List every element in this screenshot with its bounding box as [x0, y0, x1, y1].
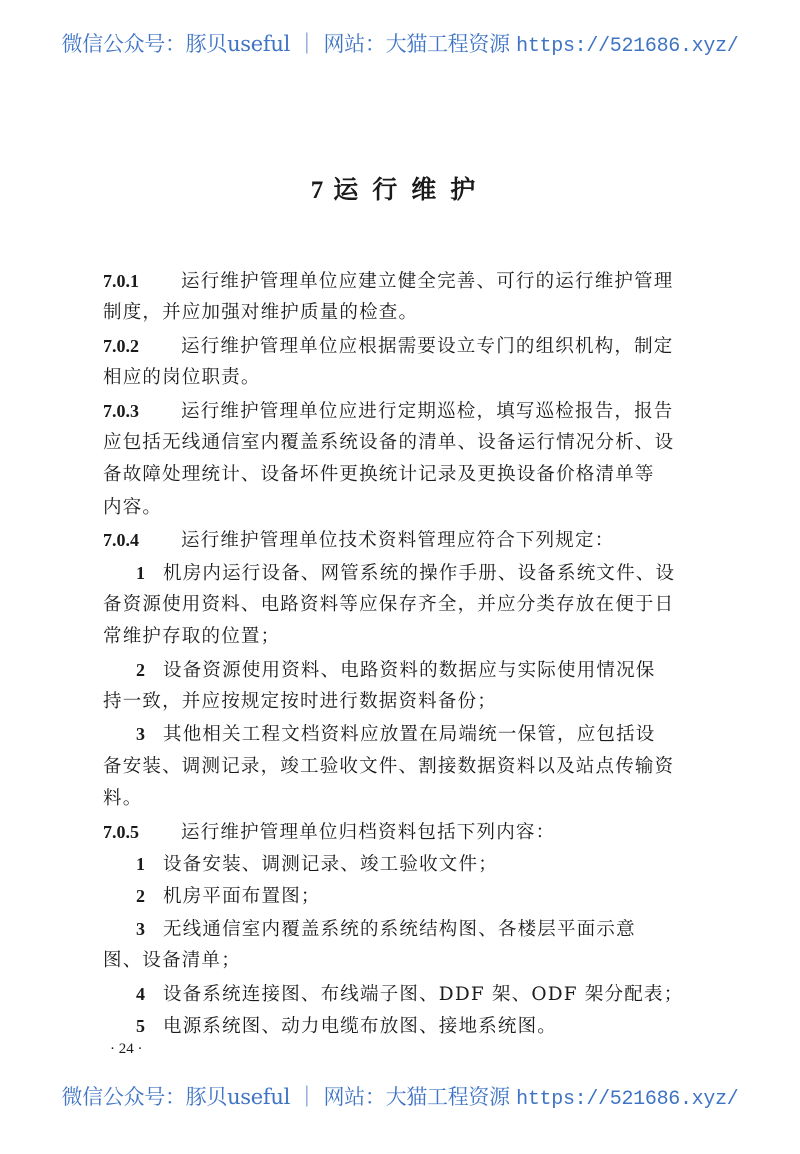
watermark-url: https://521686.xyz/ [516, 35, 739, 58]
continuation-line [103, 362, 703, 394]
continuation-line [103, 427, 703, 459]
item-number: 4 [136, 983, 145, 1004]
page-number: · 24 · [110, 1041, 143, 1057]
line-text: 无线通信室内覆盖系统的系统结构图、各楼层平面示意 [163, 918, 636, 940]
clause-number: 7.0.3 [103, 400, 139, 421]
chapter-title-text: 运行维护 [333, 175, 490, 204]
clause-number: 7.0.4 [103, 530, 139, 551]
line-text: 其他相关工程文档资料应放置在局端统一保管，应包括设 [163, 724, 656, 746]
continuation-line [103, 492, 703, 524]
line-text: 设备资源使用资料、电路资料的数据应与实际使用情况保 [163, 659, 656, 681]
list-item-line [103, 880, 703, 912]
line-text: 运行维护管理单位技术资料管理应符合下列规定： [181, 530, 615, 552]
line-text: 运行维护管理单位应根据需要设立专门的组织机构，制定 [181, 335, 674, 357]
line-text: 图、设备清单； [103, 950, 241, 972]
line-text: 料。 [103, 788, 143, 810]
line-text: 电源系统图、动力电缆布放图、接地系统图。 [163, 1015, 558, 1037]
line-text: 机房平面布置图； [163, 886, 321, 908]
item-number: 1 [136, 854, 145, 875]
line-text: 制度，并应加强对维护质量的检查。 [103, 302, 419, 324]
list-item-line [103, 913, 703, 945]
watermark-footer [0, 1081, 800, 1111]
clause-line [103, 265, 703, 297]
continuation-line [103, 783, 703, 815]
watermark-text: 微信公众号：豚贝useful ｜ 网站：大猫工程资源 [61, 32, 517, 56]
line-text: 应包括无线通信室内覆盖系统设备的清单、设备运行情况分析、设 [103, 431, 675, 453]
watermark-url: https://521686.xyz/ [516, 1088, 739, 1111]
item-number: 3 [136, 724, 145, 745]
line-text: 备故障处理统计、设备坏件更换统计记录及更换设备价格清单等 [103, 464, 655, 486]
item-number: 2 [136, 659, 145, 680]
clause-line [103, 816, 703, 848]
continuation-line [103, 589, 703, 621]
line-text: 内容。 [103, 496, 163, 518]
continuation-line [103, 686, 703, 718]
continuation-line [103, 297, 703, 329]
clause-line [103, 524, 703, 556]
line-text: 设备系统连接图、布线端子图、DDF 架、ODF 架分配表； [163, 983, 684, 1005]
list-item-line [103, 654, 703, 686]
document-body [103, 265, 703, 1042]
line-text: 备资源使用资料、电路资料等应保存齐全，并应分类存放在便于日 [103, 593, 675, 615]
clause-line [103, 330, 703, 362]
list-item-line [103, 978, 703, 1010]
line-text: 运行维护管理单位应建立健全完善、可行的运行维护管理 [181, 271, 674, 292]
clause-number: 7.0.5 [103, 821, 139, 842]
list-item-line [103, 718, 703, 750]
item-number: 2 [136, 886, 145, 907]
list-item-line [103, 848, 703, 880]
clause-line [103, 395, 703, 427]
line-text: 设备安装、调测记录、竣工验收文件； [163, 854, 498, 876]
line-text: 常维护存取的位置； [103, 626, 281, 648]
line-text: 相应的岗位职责。 [103, 367, 261, 389]
line-text: 运行维护管理单位归档资料包括下列内容： [181, 821, 556, 843]
continuation-line [103, 621, 703, 653]
line-text: 机房内运行设备、网管系统的操作手册、设备系统文件、设 [163, 562, 676, 584]
clause-number: 7.0.2 [103, 335, 139, 356]
line-text: 运行维护管理单位应进行定期巡检，填写巡检报告，报告 [181, 400, 674, 422]
watermark-header [0, 28, 800, 58]
list-item-line [103, 557, 703, 589]
continuation-line [103, 459, 703, 491]
continuation-line [103, 945, 703, 977]
item-number: 1 [136, 562, 145, 583]
line-text: 备安装、调测记录，竣工验收文件、割接数据资料以及站点传输资 [103, 755, 675, 777]
item-number: 3 [136, 918, 145, 939]
chapter-title [0, 170, 800, 206]
list-item-line [103, 1010, 703, 1042]
item-number: 5 [136, 1015, 145, 1036]
continuation-line [103, 751, 703, 783]
clause-number: 7.0.1 [103, 271, 139, 291]
watermark-text: 微信公众号：豚贝useful ｜ 网站：大猫工程资源 [61, 1085, 517, 1109]
chapter-number: 7 [310, 177, 324, 204]
line-text: 持一致，并应按规定按时进行数据资料备份； [103, 691, 498, 713]
